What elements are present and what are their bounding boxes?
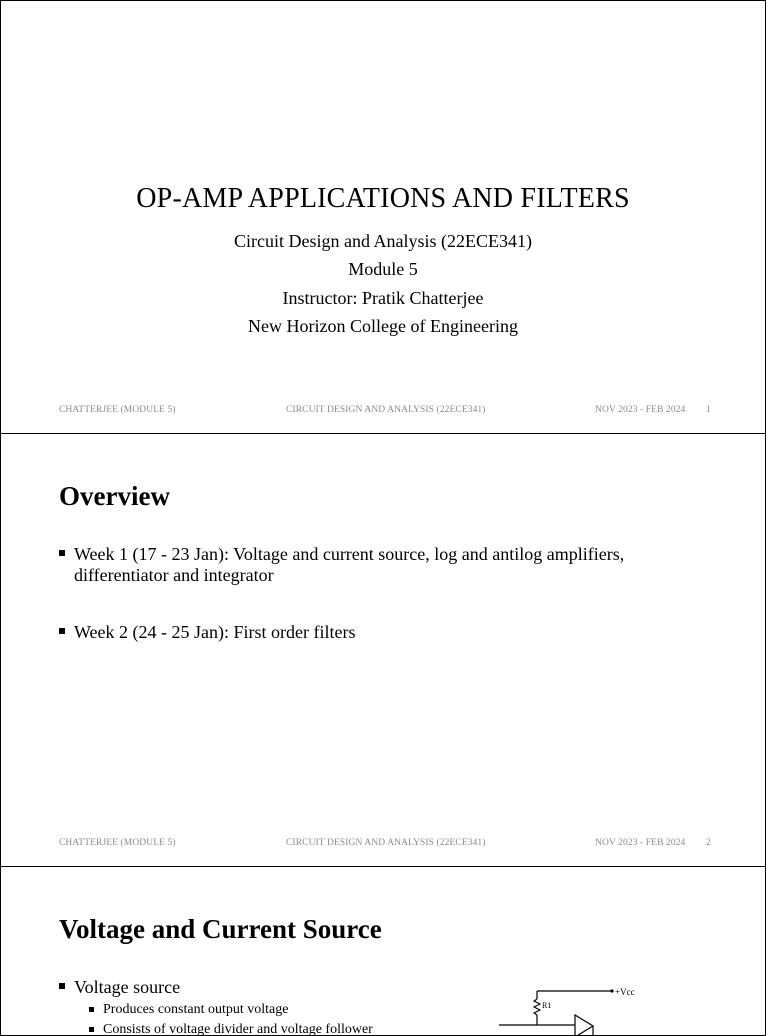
slide-title-heading: OP-AMP APPLICATIONS AND FILTERS xyxy=(136,183,630,214)
footer-author: CHATTERJEE (MODULE 5) xyxy=(59,838,176,848)
r1-resistor-symbol xyxy=(534,999,540,1015)
footer-course: CIRCUIT DESIGN AND ANALYSIS (22ECE341) xyxy=(286,838,486,848)
footer-course: CIRCUIT DESIGN AND ANALYSIS (22ECE341) xyxy=(286,405,486,415)
slide-heading: Overview xyxy=(59,481,170,511)
course-name: Circuit Design and Analysis (22ECE341) xyxy=(234,231,532,251)
slide-title xyxy=(0,0,766,434)
bullet-square-icon xyxy=(59,983,65,989)
bullet-item xyxy=(59,622,699,643)
sub-bullet-item xyxy=(89,1021,373,1036)
module-number: Module 5 xyxy=(348,259,418,279)
bullet-text: Week 1 (17 - 23 Jan): Voltage and current source, log and antilog amplifiers, differentiator and integrator xyxy=(74,544,625,585)
bullet-item xyxy=(59,544,699,586)
slide-overview xyxy=(0,433,766,867)
footer-date: NOV 2023 - FEB 2024 xyxy=(595,838,686,848)
sub-bullet-square-icon xyxy=(89,1027,94,1032)
sub-bullet-item xyxy=(89,1001,288,1018)
bullet-text: Voltage source xyxy=(74,977,181,997)
slide-voltage-current-source xyxy=(0,866,766,1036)
page-number: 1 xyxy=(706,405,711,415)
instructor-name: Instructor: Pratik Chatterjee xyxy=(282,288,484,308)
footer-author: CHATTERJEE (MODULE 5) xyxy=(59,405,176,415)
footer-date: NOV 2023 - FEB 2024 xyxy=(595,405,686,415)
college-name: New Horizon College of Engineering xyxy=(248,316,518,336)
vcc-label: +Vcc xyxy=(615,987,635,997)
sub-bullet-text: Produces constant output voltage xyxy=(103,1002,289,1017)
bullet-square-icon xyxy=(59,628,65,634)
vcc-terminal-dot xyxy=(610,989,613,992)
r1-label: R1 xyxy=(542,1001,552,1010)
voltage-source-circuit-diagram xyxy=(491,977,651,1036)
sub-bullet-square-icon xyxy=(89,1007,94,1012)
bullet-text: Week 2 (24 - 25 Jan): First order filters xyxy=(74,622,356,642)
slide-heading: Voltage and Current Source xyxy=(59,914,382,944)
bullet-square-icon xyxy=(59,550,65,556)
op-amp-symbol xyxy=(575,1015,593,1036)
sub-bullet-text: Consists of voltage divider and voltage follower xyxy=(103,1022,373,1036)
page-number: 2 xyxy=(706,838,711,848)
